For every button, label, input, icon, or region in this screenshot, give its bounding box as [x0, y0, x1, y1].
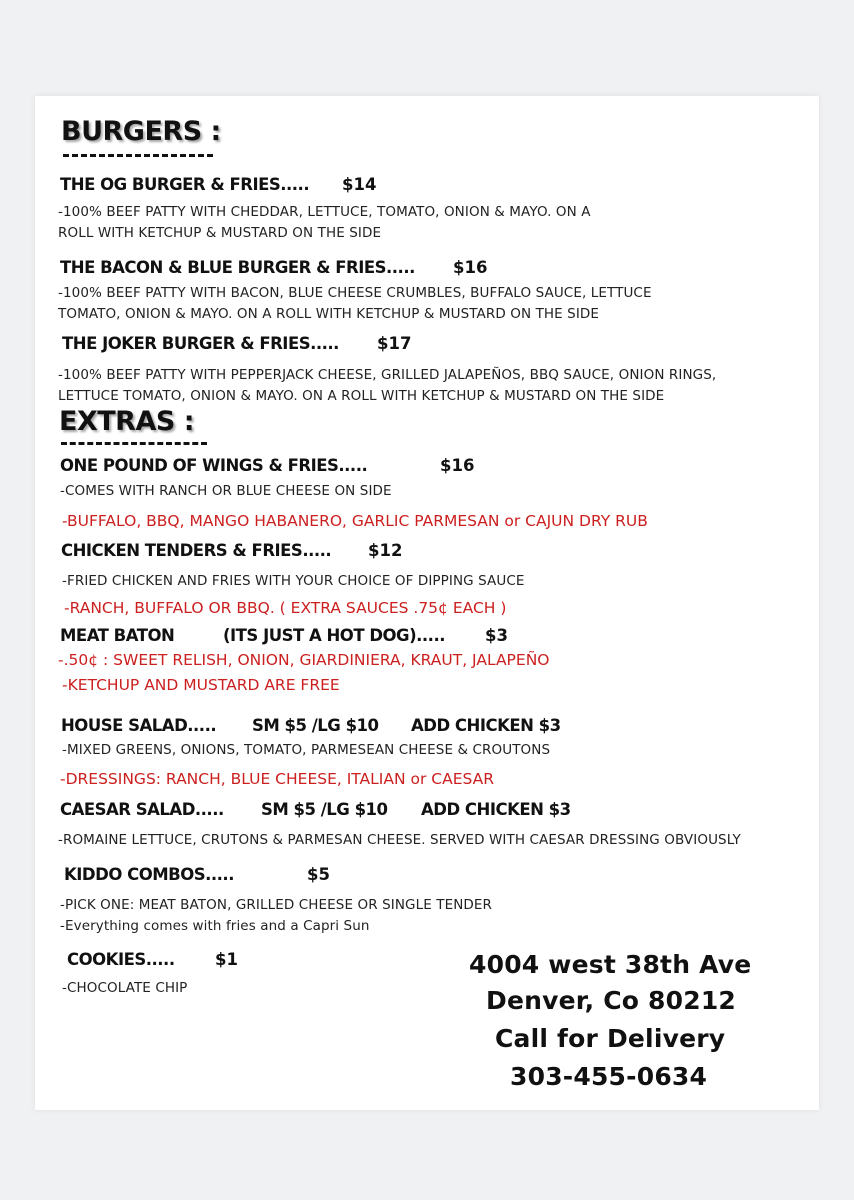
extras-title: EXTRAS : — [59, 406, 195, 437]
og-burger-price: $14 — [342, 175, 377, 194]
bacon-blue-burger-desc-line1: -100% BEEF PATTY WITH BACON, BLUE CHEESE CRUMBLES, BUFFALO SAUCE, LETTUCE — [58, 285, 652, 301]
wings-name: ONE POUND OF WINGS & FRIES..... — [60, 456, 368, 475]
tenders-desc: -FRIED CHICKEN AND FRIES WITH YOUR CHOICE OF DIPPING SAUCE — [62, 573, 525, 589]
tenders-sauces: -RANCH, BUFFALO OR BBQ. ( EXTRA SAUCES .75¢ EACH ) — [64, 599, 507, 617]
caesar-salad-name: CAESAR SALAD..... — [60, 800, 224, 819]
kiddo-combos-desc-line1: -PICK ONE: MEAT BATON, GRILLED CHEESE OR SINGLE TENDER — [60, 897, 493, 913]
og-burger-desc-line1: -100% BEEF PATTY WITH CHEDDAR, LETTUCE, TOMATO, ONION & MAYO. ON A — [58, 204, 591, 220]
joker-burger-price: $17 — [377, 334, 412, 353]
meat-baton-note: (ITS JUST A HOT DOG)..... — [223, 626, 445, 645]
meat-baton-toppings: -.50¢ : SWEET RELISH, ONION, GIARDINIERA, KRAUT, JALAPEÑO — [58, 651, 550, 669]
burgers-title: BURGERS : — [61, 116, 221, 147]
cookies-desc: -CHOCOLATE CHIP — [62, 980, 188, 996]
og-burger-desc-line2: ROLL WITH KETCHUP & MUSTARD ON THE SIDE — [58, 225, 382, 241]
house-salad-desc: -MIXED GREENS, ONIONS, TOMATO, PARMESEAN CHEESE & CROUTONS — [62, 742, 551, 758]
bacon-blue-burger-name: THE BACON & BLUE BURGER & FRIES..... — [60, 258, 415, 277]
caesar-salad-sizes: SM $5 /LG $10 — [261, 800, 388, 819]
burgers-title-underline — [63, 154, 213, 157]
house-salad-addon: ADD CHICKEN $3 — [411, 716, 561, 735]
caesar-salad-desc: -ROMAINE LETTUCE, CRUTONS & PARMESAN CHEESE. SERVED WITH CAESAR DRESSING OBVIOUSLY — [58, 832, 741, 848]
meat-baton-free-toppings: -KETCHUP AND MUSTARD ARE FREE — [62, 676, 340, 694]
joker-burger-desc-line1: -100% BEEF PATTY WITH PEPPERJACK CHEESE, GRILLED JALAPEÑOS, BBQ SAUCE, ONION RINGS, — [58, 367, 717, 383]
bacon-blue-burger-price: $16 — [453, 258, 488, 277]
wings-desc: -COMES WITH RANCH OR BLUE CHEESE ON SIDE — [60, 483, 392, 499]
caesar-salad-addon: ADD CHICKEN $3 — [421, 800, 571, 819]
kiddo-combos-name: KIDDO COMBOS..... — [64, 865, 234, 884]
extras-title-underline — [61, 442, 207, 445]
delivery-callout: Call for Delivery — [495, 1024, 726, 1053]
kiddo-combos-desc-line2: -Everything comes with fries and a Capri Sun — [60, 918, 370, 934]
house-salad-name: HOUSE SALAD..... — [61, 716, 217, 735]
cookies-name: COOKIES..... — [67, 950, 175, 969]
joker-burger-desc-line2: LETTUCE TOMATO, ONION & MAYO. ON A ROLL WITH KETCHUP & MUSTARD ON THE SIDE — [58, 388, 665, 404]
tenders-price: $12 — [368, 541, 403, 560]
meat-baton-name: MEAT BATON — [60, 626, 175, 645]
kiddo-combos-price: $5 — [307, 865, 330, 884]
wings-flavors: -BUFFALO, BBQ, MANGO HABANERO, GARLIC PARMESAN or CAJUN DRY RUB — [62, 512, 648, 530]
joker-burger-name: THE JOKER BURGER & FRIES..... — [62, 334, 339, 353]
house-salad-sizes: SM $5 /LG $10 — [252, 716, 379, 735]
bacon-blue-burger-desc-line2: TOMATO, ONION & MAYO. ON A ROLL WITH KETCHUP & MUSTARD ON THE SIDE — [58, 306, 600, 322]
tenders-name: CHICKEN TENDERS & FRIES..... — [61, 541, 332, 560]
address-street: 4004 west 38th Ave — [469, 950, 752, 979]
house-salad-dressings: -DRESSINGS: RANCH, BLUE CHEESE, ITALIAN or CAESAR — [60, 770, 494, 788]
cookies-price: $1 — [215, 950, 238, 969]
meat-baton-price: $3 — [485, 626, 508, 645]
wings-price: $16 — [440, 456, 475, 475]
phone-number: 303-455-0634 — [510, 1062, 708, 1091]
address-city: Denver, Co 80212 — [486, 986, 737, 1015]
og-burger-name: THE OG BURGER & FRIES..... — [60, 175, 310, 194]
